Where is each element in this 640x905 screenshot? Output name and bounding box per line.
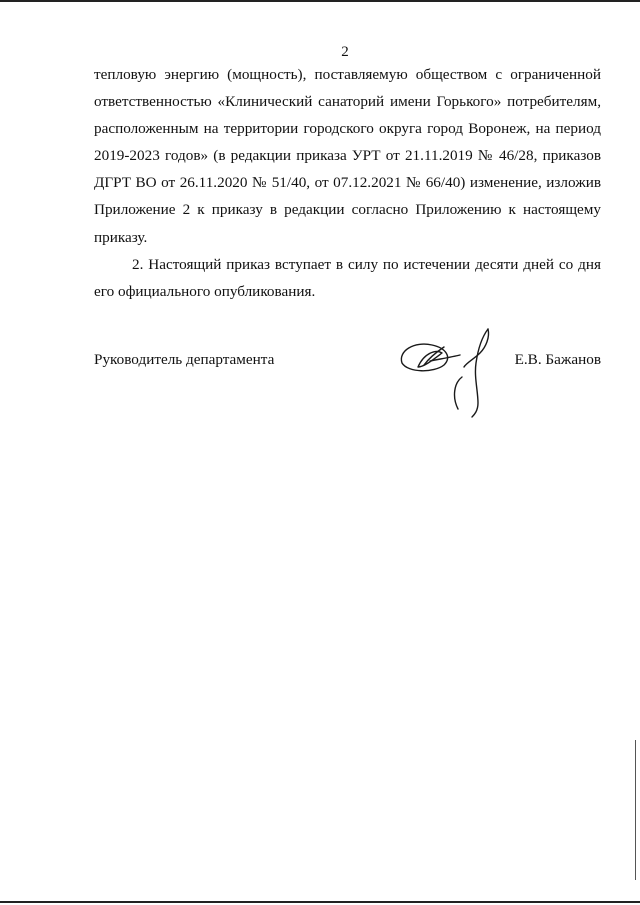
text-line: его официального опубликования. [94,282,316,300]
text-line: ДГРТ ВО от 26.11.2020 № 51/40, от 07.12.2021 № 66/40) изменение, изложив [94,174,601,192]
signatory-title: Руководитель департамента [94,351,275,368]
signatory-name: Е.В. Бажанов [514,351,601,368]
text-line: Приложение 2 к приказу в редакции согласно Приложению к настоящему [94,201,601,219]
scan-edge-top [0,0,640,2]
document-body [94,61,601,305]
text-line: тепловую энергию (мощность), поставляемую обществом с ограниченной [94,66,601,83]
scan-edge-right [635,740,636,880]
text-line: 2019-2023 годов» (в редакции приказа УРТ от 21.11.2019 № 46/28, приказов [94,147,601,165]
text-line: расположенным на территории городского округа город Воронеж, на период [94,120,601,138]
text-line: 2. Настоящий приказ вступает в силу по истечении десяти дней со дня [132,255,601,273]
scan-edge-bottom [0,901,640,903]
signature-block [94,351,601,431]
handwritten-signature [394,323,504,423]
text-line: ответственностью «Клинический санаторий имени Горького» потребителям, [94,93,601,111]
text-line: приказу. [94,228,148,246]
page-number: 2 [341,44,349,60]
